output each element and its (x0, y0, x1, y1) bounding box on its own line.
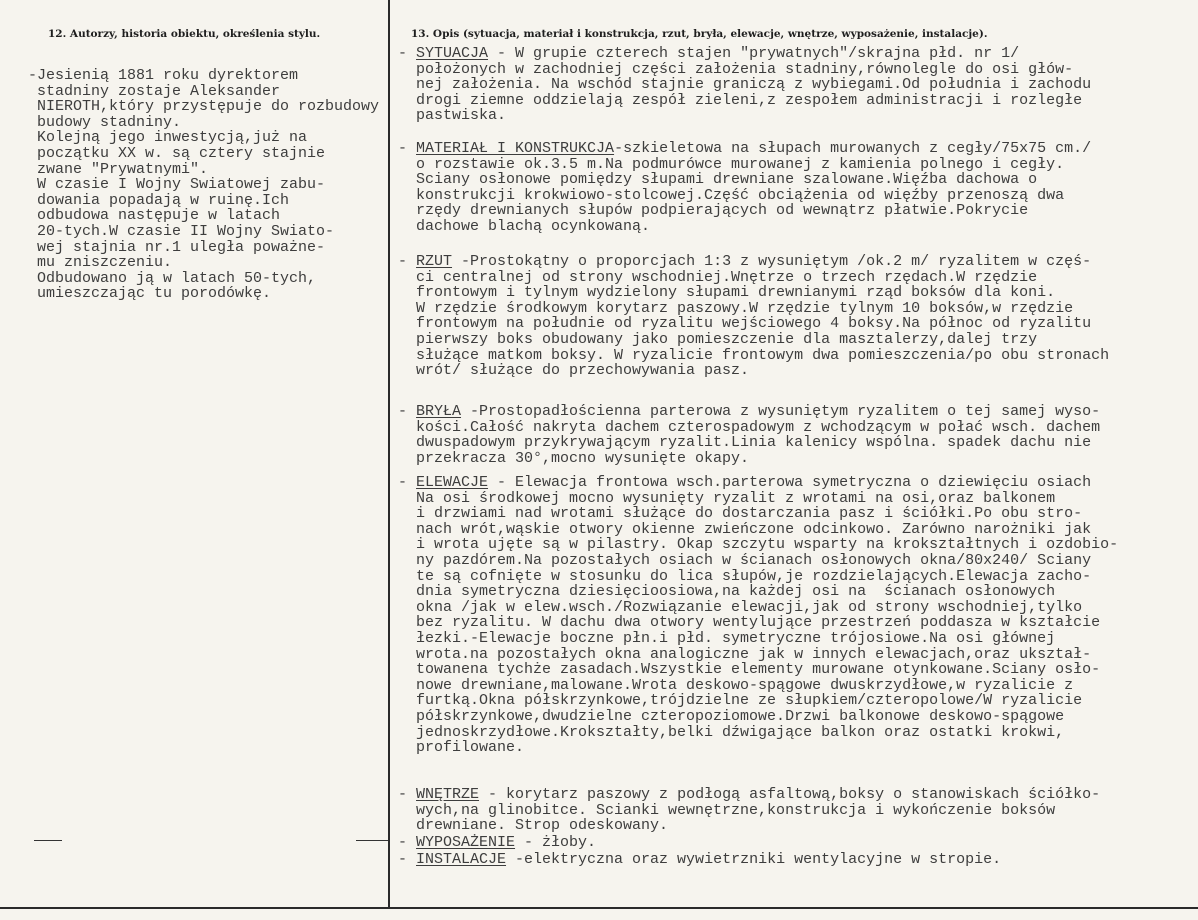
section-line: i drzwiami nad wrotami służące do dostarczania pasz i ściółki.Po obu stro- (398, 505, 1083, 523)
section-line: Na osi środkowej mocno wysunięty ryzalit z wrotami na osi,oraz balkonem (398, 489, 1056, 507)
section-line: nowe drewniane,malowane.Wrota deskowo-spągowe dwuskrzydłowe,w ryzalicie z (398, 676, 1074, 694)
history-line: budowy stadniny. (28, 113, 182, 131)
column-divider (388, 0, 390, 908)
section-text: - Elewacja frontowa wsch.parterowa symetryczna o dziewięciu osiach (488, 474, 1092, 491)
section-line: frontowym na południe od ryzalitu wejściowego 4 boksy.Na północ od ryzalitu (398, 315, 1092, 333)
section-line: te są cofnięte w stosunku do lica słupów,je rozdzielających.Elewacja zacho- (398, 567, 1092, 585)
section-line: wych,na glinobitce. Scianki wewnętrzne,konstrukcja i wykończenie boksów (398, 801, 1056, 819)
section-instalacje (398, 852, 1001, 868)
section-label: ELEWACJE (416, 474, 489, 491)
section-line: wrota.na pozostałych okna analogiczne jak w innych elewacjach,oraz ukształ- (398, 645, 1092, 663)
section-label: BRYŁA (416, 403, 462, 420)
section-line: W rzędzie środkowym korytarz paszowy.W rzędzie tylnym 10 boksów,w rzędzie (398, 299, 1074, 317)
section-line: nej założenia. Na wschód stajnie graniczą z wybiegami.Od południa i zachodu (398, 76, 1092, 94)
section-line: dnia symetryczna dziesięcioosiowa,na każdej osi na ścianach osłonowych (398, 583, 1056, 601)
section-line: bez ryzalitu. W dachu dwa otwory wentylujące przestrzeń poddasza w kształcie (398, 614, 1101, 632)
section-first-line: - BRYŁA -Prostopadłościenna parterowa z wysuniętym ryzalitem o tej samej wyso- (398, 403, 1101, 420)
section-wyposażenie (398, 835, 596, 851)
section-first-line: - WNĘTRZE - korytarz paszowy z podłogą asfaltową,boksy o stanowiskach ściółko- (398, 786, 1101, 803)
history-line: NIEROTH,który przystępuje do rozbudowy (28, 98, 380, 116)
section-text: - korytarz paszowy z podłogą asfaltową,boksy o stanowiskach ściółko- (479, 786, 1101, 803)
section-line: pastwiska. (398, 107, 507, 125)
section-label: RZUT (416, 253, 453, 270)
section-line: położonych w zachodniej części założenia stadniny,równolegle do osi głów- (398, 60, 1074, 78)
section-text: -szkieletowa na słupach murowanych z cegły/75x75 cm./ (614, 140, 1092, 157)
history-line: 20-tych.W czasie II Wojny Swiato- (28, 222, 335, 240)
history-line: początku XX w. są cztery stajnie (28, 144, 326, 162)
section-label: INSTALACJE (416, 851, 507, 868)
section-line: kości.Całość nakryta dachem czterospadowym z wchodzącym w połać wsch. dachem (398, 418, 1101, 436)
section-line: okna /jak w elew.wsch./Rozwiązanie elewacji,jak od strony wschodniej,tylko (398, 598, 1083, 616)
section-line: Sciany osłonowe pomiędzy słupami drewniane szalowane.Więźba dachowa o (398, 171, 1038, 189)
section-label: WYPOSAŻENIE (416, 834, 516, 851)
section-line: jednoskrzydłowe.Krokształty,belki dźwigające balkon oraz ostatki krokwi, (398, 723, 1065, 741)
section-line: drewniane. Strop odeskowany. (398, 817, 669, 835)
section-line: frontowym i tylnym wydzielony słupami drewnianymi rząd boksów dla koni. (398, 284, 1056, 302)
section-text: -Prostopadłościenna parterowa z wysuniętym ryzalitem o tej samej wyso- (461, 403, 1101, 420)
header-description (411, 28, 988, 40)
section-line: dwuspadowym przykrywającym ryzalit.Linia kalenicy wspólna. spadek dachu nie (398, 434, 1092, 452)
section-line: ci centralnej od strony wschodniej.Wnętrze o trzech rzędach.W rzędzie (398, 268, 1038, 286)
section-line: łezki.-Elewacje boczne płn.i płd. symetryczne trójosiowe.Na osi głównej (398, 629, 1056, 647)
section-line: wrót/ służące do przechowywania pasz. (398, 362, 750, 380)
history-line: mu zniszczeniu. (28, 254, 173, 272)
section-line: pierwszy boks obudowany jako pomieszczenie dla masztalerzy,dalej trzy (398, 330, 1038, 348)
section-line: towanena tychże zasadach.Wszystkie elementy murowane otynkowane.Sciany osło- (398, 661, 1101, 679)
history-line: dowania popadają w ruinę.Ich (28, 191, 290, 209)
bottom-rule (0, 907, 1198, 909)
section-line: profilowane. (398, 739, 525, 757)
section-line: dachowe blachą ocynkowaną. (398, 217, 651, 235)
history-line: zwane "Prywatnymi". (28, 160, 209, 178)
history-line: -Jesienią 1881 roku dyrektorem (28, 67, 299, 84)
section-first-line: - INSTALACJE -elektryczna oraz wywietrzniki wentylacyjne w stropie. (398, 851, 1002, 868)
history-line: odbudowa następuje w latach (28, 207, 281, 225)
section-first-line: - WYPOSAŻENIE - żłoby. (398, 834, 597, 851)
history-line: wej stajnia nr.1 uległa poważne- (28, 238, 326, 256)
section-label: SYTUACJA (416, 45, 489, 62)
section-line: o rozstawie ok.3.5 m.Na podmurówce murowanej z kamienia polnego i cegły. (398, 155, 1065, 173)
section-text: -elektryczna oraz wywietrzniki wentylacyjne w stropie. (506, 851, 1002, 868)
section-text: - W grupie czterech stajen "prywatnych"/skrajna płd. nr 1/ (488, 45, 1020, 62)
section-text: - żłoby. (515, 834, 597, 851)
section-label: WNĘTRZE (416, 786, 480, 803)
header-description-number: 13. Opis (411, 28, 460, 40)
history-line: stadniny zostaje Aleksander (28, 82, 281, 100)
section-line: przekracza 30°,mocno wysunięte okapy. (398, 449, 750, 467)
section-rzut (398, 254, 1109, 379)
section-elewacje (398, 475, 1118, 756)
section-line: służące matkom boksy. W ryzalicie frontowym dwa pomieszczenia/po obu stronach (398, 346, 1110, 364)
section-line: konstrukcji krokwiowo-stolcowej.Część obciążenia od więźby przenoszą dwa (398, 186, 1065, 204)
right-tick-mark (356, 840, 388, 841)
section-line: nach wrót,wąskie otwory okienne zwieńczone odcinkowo. Zarówno narożniki jak (398, 520, 1092, 538)
header-description-scope: (sytuacja, materiał i konstrukcja, rzut, bryła, elewacje, wnętrze, wyposażenie, instalacje). (459, 28, 988, 40)
section-first-line: - ELEWACJE - Elewacja frontowa wsch.parterowa symetryczna o dziewięciu osiach (398, 474, 1092, 491)
section-first-line: - SYTUACJA - W grupie czterech stajen "prywatnych"/skrajna płd. nr 1/ (398, 45, 1020, 62)
section-line: i wrota ujęte są w pilastry. Okap szczytu wsparty na krokształtnych i ozdobio- (398, 536, 1119, 554)
section-line: ny pazdórem.Na pozostałych osiach w ścianach osłonowych okna/80x240/ Sciany (398, 551, 1092, 569)
section-label: MATERIAŁ I KONSTRUKCJA (416, 140, 615, 157)
header-authors-history: 12. Autorzy, historia obiektu, określenia stylu. (48, 28, 321, 40)
section-first-line: - RZUT -Prostokątny o proporcjach 1:3 z wysuniętym /ok.2 m/ ryzalitem w częś- (398, 253, 1092, 270)
history-line: Kolejną jego inwestycją,już na (28, 129, 308, 147)
section-line: furtką.Okna półskrzynkowe,trójdzielne ze słupkiem/czteropolowe/W ryzalicie (398, 692, 1083, 710)
section-bryła (398, 404, 1100, 466)
history-text (28, 68, 379, 302)
section-sytuacja (398, 46, 1091, 124)
section-line: półskrzynkowe,dwudzielne czteropoziomowe.Drzwi balkonowe deskowo-spągowe (398, 707, 1065, 725)
left-tick-mark (34, 840, 62, 841)
section-wnętrze (398, 787, 1100, 834)
section-text: -Prostokątny o proporcjach 1:3 z wysuniętym /ok.2 m/ ryzalitem w częś- (452, 253, 1092, 270)
section-line: rzędy drewnianych słupów podpierających od wewnątrz płatwie.Pokrycie (398, 202, 1029, 220)
history-line: umieszczając tu porodówkę. (28, 285, 272, 303)
section-first-line: - MATERIAŁ I KONSTRUKCJA-szkieletowa na słupach murowanych z cegły/75x75 cm./ (398, 140, 1092, 157)
section-line: drogi ziemne oddzielają zespół zieleni,z zespołem administracji i rozległe (398, 91, 1083, 109)
history-line: Odbudowano ją w latach 50-tych, (28, 269, 317, 287)
history-line: W czasie I Wojny Swiatowej zabu- (28, 176, 326, 194)
section-materiał-i-konstrukcja (398, 141, 1091, 235)
